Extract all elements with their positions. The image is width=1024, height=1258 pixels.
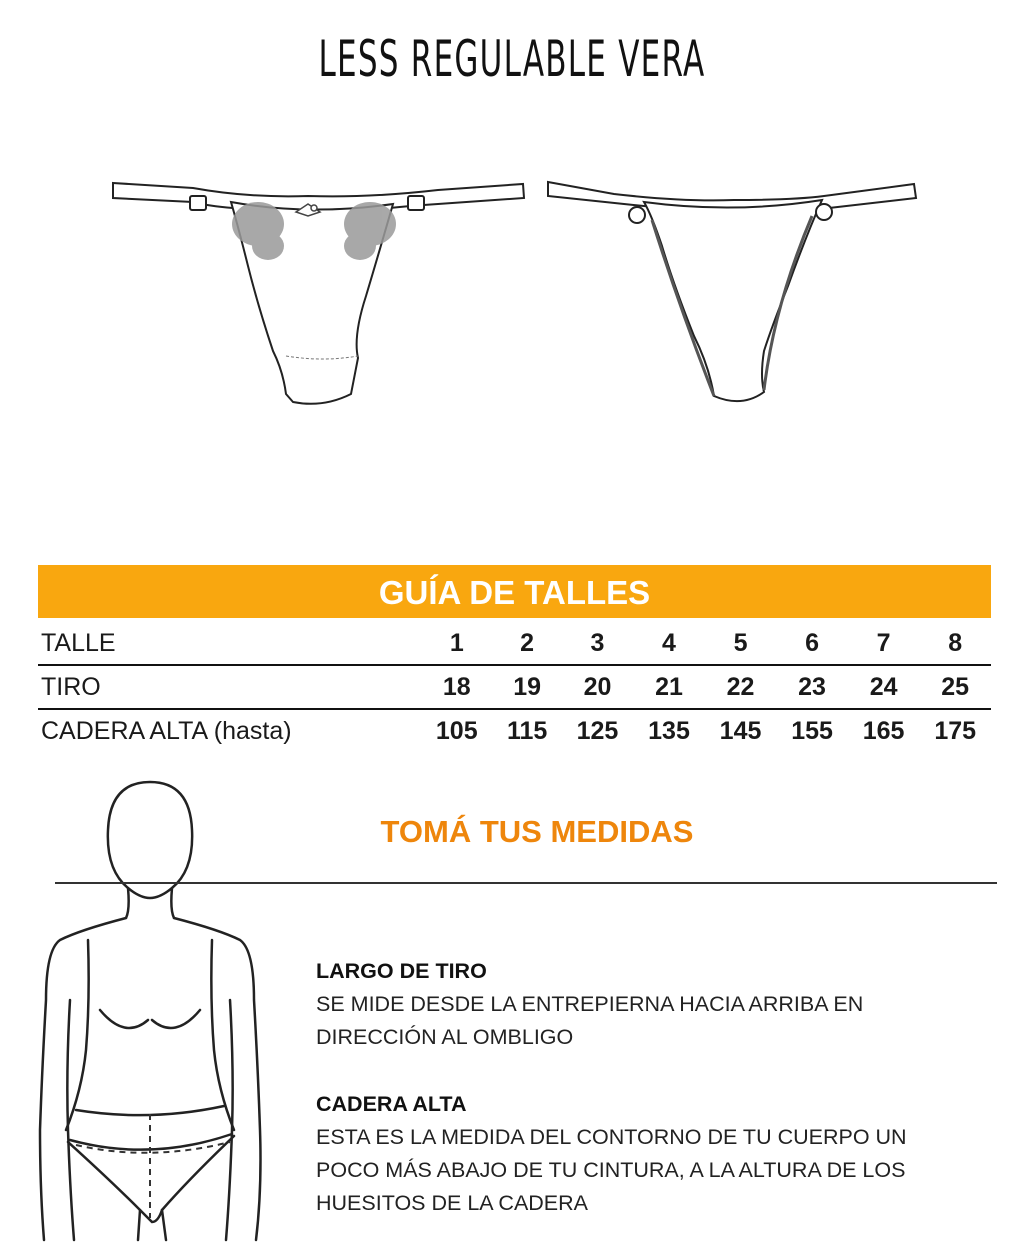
size-cell: 3 [562, 622, 634, 665]
cadera-cell: 105 [435, 716, 478, 745]
size-cell: 1 [421, 622, 493, 665]
table-row [38, 709, 991, 752]
section-line: HUESITOS DE LA CADERA [316, 1191, 589, 1215]
measure-heading: TOMÁ TUS MEDIDAS [380, 814, 694, 849]
divider [55, 882, 997, 884]
size-cell: 4 [633, 622, 705, 665]
back-view-icon [544, 176, 922, 412]
size-cell: 5 [705, 622, 777, 665]
size-table [38, 622, 991, 752]
cadera-cell: 145 [719, 716, 762, 745]
size-guide-heading: GUÍA DE TALLES [38, 565, 991, 618]
section-line: SE MIDE DESDE LA ENTREPIERNA HACIA ARRIBA EN [316, 992, 864, 1016]
size-cell: 7 [848, 622, 920, 665]
front-view-icon [108, 176, 530, 412]
cadera-cell: 165 [862, 716, 905, 745]
cadera-alta-section [316, 1088, 907, 1220]
tiro-cell: 22 [705, 665, 777, 709]
table-row [38, 622, 991, 665]
size-cell: 6 [776, 622, 848, 665]
section-title: LARGO DE TIRO [316, 959, 487, 983]
tiro-cell: 20 [562, 665, 634, 709]
cadera-cell: 155 [791, 716, 833, 745]
tiro-cell: 21 [633, 665, 705, 709]
row-label: TIRO [38, 665, 421, 709]
section-line: DIRECCIÓN AL OMBLIGO [316, 1025, 574, 1049]
cadera-cell: 175 [934, 716, 977, 745]
cadera-cell: 115 [506, 716, 548, 745]
section-title: CADERA ALTA [316, 1092, 467, 1116]
cadera-cell: 135 [648, 716, 690, 745]
row-label: CADERA ALTA (hasta) [41, 716, 292, 745]
size-cell: 8 [919, 622, 991, 665]
largo-tiro-section [316, 955, 863, 1054]
tiro-cell: 18 [421, 665, 493, 709]
cadera-cell: 125 [576, 716, 619, 745]
tiro-cell: 24 [848, 665, 920, 709]
section-line: ESTA ES LA MEDIDA DEL CONTORNO DE TU CUERPO UN [316, 1125, 907, 1149]
size-cell: 2 [493, 622, 562, 665]
row-label: TALLE [38, 622, 421, 665]
table-row [38, 665, 991, 709]
tiro-cell: 25 [919, 665, 991, 709]
section-line: POCO MÁS ABAJO DE TU CINTURA, A LA ALTURA DE LOS [316, 1158, 906, 1182]
tiro-cell: 19 [493, 665, 562, 709]
tiro-cell: 23 [776, 665, 848, 709]
product-title: LESS REGULABLE VERA [318, 30, 706, 88]
